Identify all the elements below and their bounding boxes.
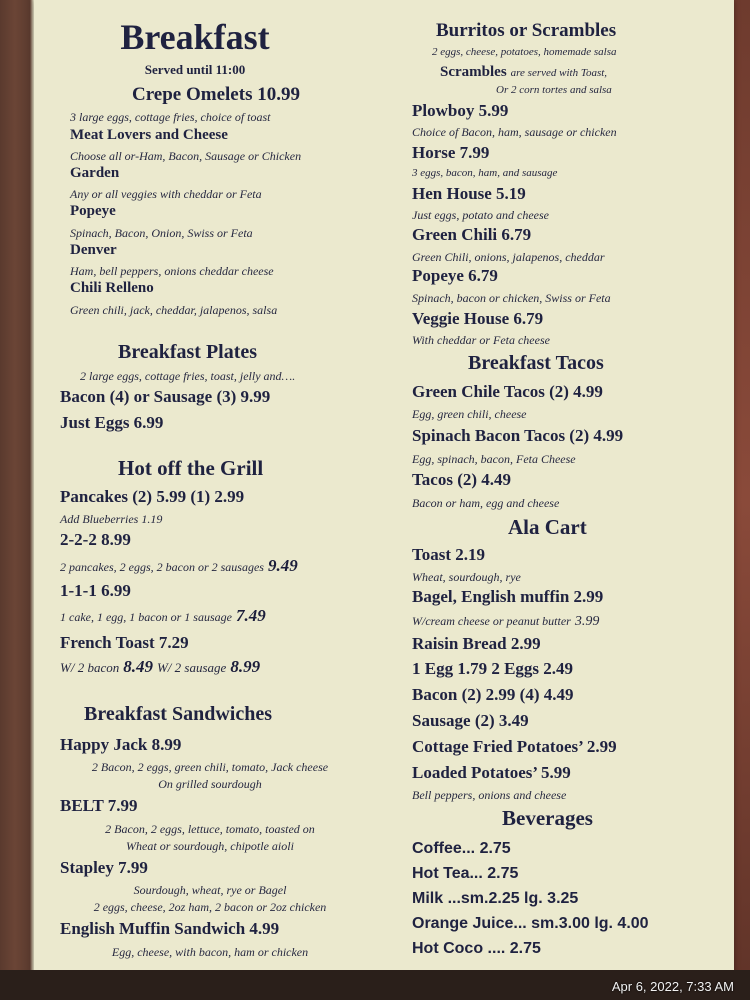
- raisin-bread-item: Raisin Bread 2.99: [412, 634, 541, 653]
- combo-222-desc-line: [60, 556, 298, 576]
- burritos-heading: Burritos or Scrambles: [436, 20, 617, 41]
- burrito-item: Hen House 5.19: [412, 184, 526, 203]
- french-sausage-label: W/ 2 sausage: [156, 660, 227, 675]
- stapley-desc: Sourdough, wheat, rye or Bagel: [133, 883, 287, 897]
- english-muffin-item: English Muffin Sandwich 4.99: [60, 919, 280, 938]
- french-sausage-price: 8.99: [230, 657, 261, 676]
- taco-item: Green Chile Tacos (2) 4.99: [412, 382, 603, 401]
- sandwiches-heading: Breakfast Sandwiches: [84, 703, 272, 725]
- served-until: Served until 11:00: [144, 62, 246, 77]
- burrito-desc: Green Chili, onions, jalapenos, cheddar: [412, 250, 605, 264]
- loaded-potatoes-item: Loaded Potatoes’ 5.99: [412, 763, 571, 782]
- pancakes-item: Pancakes (2) 5.99 (1) 2.99: [60, 487, 245, 506]
- toast-item: Toast 2.19: [412, 545, 486, 564]
- crepe-item-desc: Green chili, jack, cheddar, jalapenos, salsa: [70, 303, 278, 317]
- combo-111-item: 1-1-1 6.99: [60, 581, 131, 600]
- belt-desc: Wheat or sourdough, chipotle aioli: [126, 839, 294, 853]
- scrambles-line: [440, 63, 607, 81]
- burrito-item: Veggie House 6.79: [412, 309, 544, 328]
- photo-timestamp: Apr 6, 2022, 7:33 AM: [611, 979, 734, 994]
- beverage-item: Coffee... 2.75: [412, 840, 511, 857]
- eggs-item: 1 Egg 1.79 2 Eggs 2.49: [412, 659, 574, 678]
- burrito-desc: With cheddar or Feta cheese: [412, 333, 550, 347]
- bagel-desc: W/cream cheese or peanut butter: [412, 614, 571, 628]
- beverage-item: Hot Tea... 2.75: [412, 865, 519, 882]
- combo-222-desc: 2 pancakes, 2 eggs, 2 bacon or 2 sausages: [60, 560, 264, 574]
- burrito-desc: Choice of Bacon, ham, sausage or chicken: [412, 125, 617, 139]
- stapley-item: Stapley 7.99: [60, 858, 148, 877]
- combo-111-desc-line: [60, 606, 266, 626]
- crepe-heading: Crepe Omelets 10.99: [132, 84, 300, 105]
- burrito-item: Green Chili 6.79: [412, 225, 532, 244]
- combo-111-desc: 1 cake, 1 egg, 1 bacon or 1 sausage: [60, 610, 232, 624]
- taco-desc: Egg, green chili, cheese: [412, 407, 527, 421]
- toast-desc: Wheat, sourdough, rye: [412, 570, 521, 584]
- stapley-desc: 2 eggs, cheese, 2oz ham, 2 bacon or 2oz chicken: [93, 900, 327, 914]
- belt-item: BELT 7.99: [60, 796, 138, 815]
- belt-desc: 2 Bacon, 2 eggs, lettuce, tomato, toasted on: [105, 822, 315, 836]
- scrambles-desc: Or 2 corn tortes and salsa: [496, 84, 612, 96]
- burrito-desc: Spinach, bacon or chicken, Swiss or Feta: [412, 291, 611, 305]
- crepe-item-name: Meat Lovers and Cheese: [70, 127, 228, 143]
- menu-title: Breakfast: [120, 17, 270, 57]
- beverage-item: Milk ...sm.2.25 lg. 3.25: [412, 890, 579, 907]
- burrito-desc: Just eggs, potato and cheese: [412, 208, 549, 222]
- happy-jack-desc: On grilled sourdough: [158, 777, 262, 791]
- crepe-item-desc: Spinach, Bacon, Onion, Swiss or Feta: [70, 226, 253, 240]
- french-toast-options: [60, 657, 260, 677]
- scrambles-desc: are served with Toast,: [510, 67, 608, 79]
- tacos-heading: Breakfast Tacos: [468, 352, 604, 374]
- crepe-item-name: Popeye: [70, 203, 116, 219]
- ala-cart-heading: Ala Cart: [508, 515, 587, 539]
- combo-222-item: 2-2-2 8.99: [60, 530, 131, 549]
- french-toast-item: French Toast 7.29: [60, 633, 189, 652]
- happy-jack-desc: 2 Bacon, 2 eggs, green chili, tomato, Jack cheese: [91, 760, 329, 774]
- burrito-item: Plowboy 5.99: [412, 101, 509, 120]
- french-bacon-label: W/ 2 bacon: [60, 660, 120, 675]
- sausage-item: Sausage (2) 3.49: [412, 711, 529, 730]
- beverage-item: Hot Coco .... 2.75: [412, 940, 541, 957]
- bacon-item: Bacon (2) 2.99 (4) 4.49: [412, 685, 574, 704]
- plates-desc: 2 large eggs, cottage fries, toast, jelly and….: [80, 369, 296, 383]
- combo-111-price: 7.49: [235, 606, 266, 625]
- blueberries-addon: Add Blueberries 1.19: [60, 512, 163, 526]
- crepe-item-name: Denver: [70, 242, 117, 258]
- taco-item: Spinach Bacon Tacos (2) 4.99: [412, 426, 624, 445]
- plates-heading: Breakfast Plates: [118, 341, 258, 363]
- crepe-item-desc: Any or all veggies with cheddar or Feta: [70, 187, 262, 201]
- burritos-desc: 2 eggs, cheese, potatoes, homemade salsa: [432, 46, 617, 58]
- menu-page: [34, 0, 734, 985]
- cottage-fried-item: Cottage Fried Potatoes’ 2.99: [412, 737, 617, 756]
- beverage-item: Orange Juice... sm.3.00 lg. 4.00: [412, 915, 649, 932]
- bagel-desc-line: [412, 612, 599, 630]
- burrito-item: Horse 7.99: [412, 143, 490, 162]
- bagel-item: Bagel, English muffin 2.99: [412, 587, 604, 606]
- happy-jack-item: Happy Jack 8.99: [60, 735, 182, 754]
- crepe-item-name: Garden: [70, 165, 120, 181]
- plates-item: Bacon (4) or Sausage (3) 9.99: [60, 387, 271, 406]
- scrambles-label: Scrambles: [440, 64, 507, 80]
- crepe-item-desc: Ham, bell peppers, onions cheddar cheese: [70, 264, 274, 278]
- crepe-desc: 3 large eggs, cottage fries, choice of toast: [70, 110, 271, 124]
- english-muffin-desc: Egg, cheese, with bacon, ham or chicken: [111, 945, 309, 959]
- burrito-item: Popeye 6.79: [412, 266, 498, 285]
- burrito-desc: 3 eggs, bacon, ham, and sausage: [412, 167, 558, 179]
- crepe-item-name: Chili Relleno: [70, 280, 154, 296]
- combo-222-price: 9.49: [267, 556, 298, 575]
- grill-heading: Hot off the Grill: [118, 456, 264, 480]
- loaded-potatoes-desc: Bell peppers, onions and cheese: [412, 788, 567, 802]
- beverages-heading: Beverages: [502, 806, 593, 830]
- crepe-item-desc: Choose all or-Ham, Bacon, Sausage or Chicken: [70, 149, 302, 163]
- taco-desc: Bacon or ham, egg and cheese: [412, 496, 560, 510]
- french-bacon-price: 8.49: [123, 657, 153, 676]
- plates-item: Just Eggs 6.99: [60, 413, 164, 432]
- taco-item: Tacos (2) 4.49: [412, 470, 512, 489]
- bagel-addon-price: 3.99: [574, 614, 600, 629]
- taco-desc: Egg, spinach, bacon, Feta Cheese: [412, 452, 576, 466]
